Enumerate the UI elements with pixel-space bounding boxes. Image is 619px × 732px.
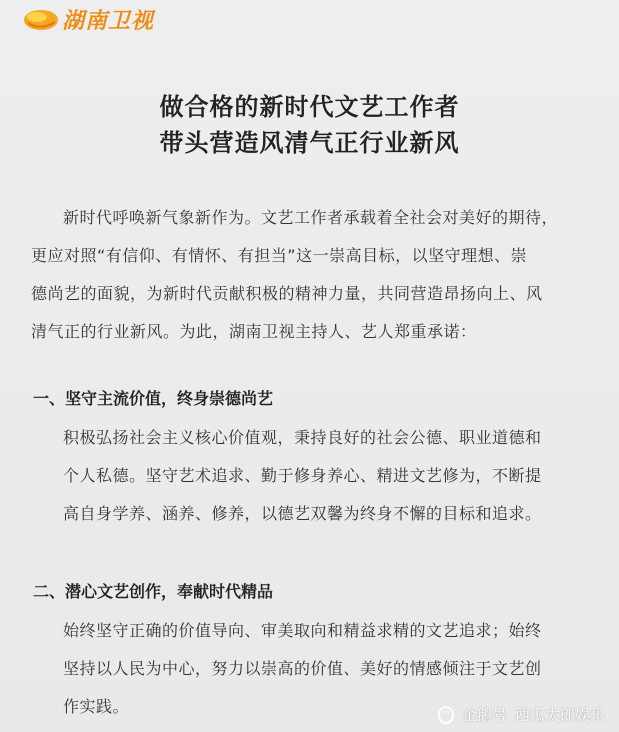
- intro-line: 更应对照“有信仰、有情怀、有担当”这一崇高目标，以坚守理想、崇: [31, 246, 528, 265]
- title-line-2: 带头营造风清气正行业新风: [159, 129, 460, 157]
- watermark-brand: 企鹅号: [461, 705, 507, 724]
- watermark-author: 西瓜太郎娱乐: [514, 705, 605, 724]
- section-line: 个人私德。坚守艺术追求、勤于修身养心、精进文艺修为，不断提: [63, 466, 542, 485]
- watermark: [436, 702, 605, 726]
- title-line-1: 做合格的新时代文艺工作者: [159, 93, 460, 121]
- station-logo: [22, 4, 154, 34]
- mango-logo-icon: [22, 6, 60, 32]
- section-heading: 一、坚守主流价值，终身崇德尚艺: [33, 389, 274, 408]
- logo-text: 湖南卫视: [62, 8, 155, 34]
- intro-line: 清气正的行业新风。为此，湖南卫视主持人、艺人郑重承诺：: [31, 322, 477, 341]
- section-line: 高自身学养、涵养、修养，以德艺双馨为终身不懈的目标和追求。: [63, 504, 542, 523]
- intro-line: 新时代呼唤新气象新作为。文艺工作者承载着全社会对美好的期待，: [63, 208, 559, 227]
- section-line: 积极弘扬社会主义核心价值观，秉持良好的社会公德、职业道德和: [63, 428, 542, 447]
- section-heading: 二、潜心文艺创作，奉献时代精品: [33, 582, 274, 601]
- section-line: 作实践。: [63, 697, 130, 716]
- penguin-icon: [436, 704, 456, 724]
- intro-line: 德尚艺的面貌，为新时代贡献积极的精神力量，共同营造昂扬向上、风: [31, 284, 543, 303]
- section-line: 始终坚守正确的价值导向、审美取向和精益求精的文艺追求；始终: [63, 621, 542, 640]
- section-line: 坚持以人民为中心，努力以崇高的价值、美好的情感倾注于文艺创: [63, 659, 542, 678]
